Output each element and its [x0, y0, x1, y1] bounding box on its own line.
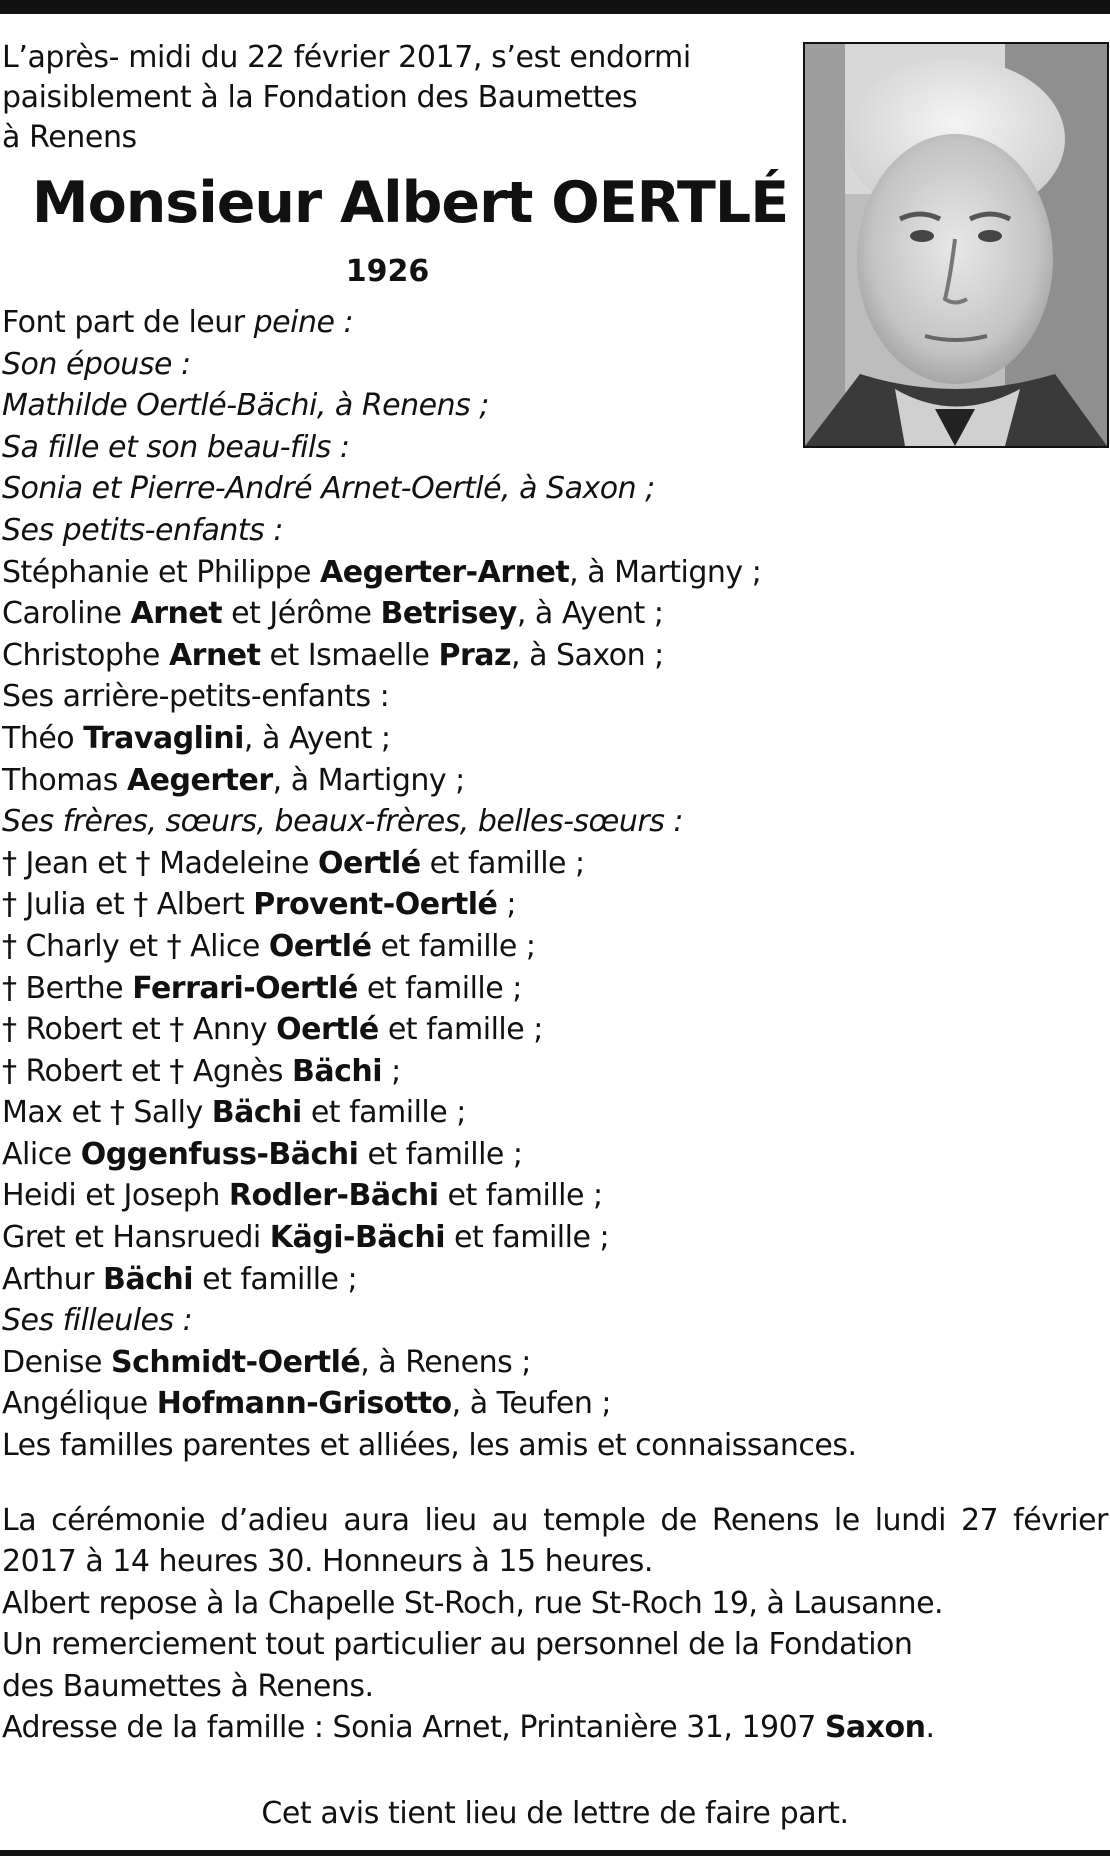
ceremony-line: La cérémonie d’adieu aura lieu au temple de Renens le lundi 27 février — [2, 1503, 1108, 1538]
family-address: Adresse de la famille : Sonia Arnet, Printanière 31, 1907 Saxon. — [2, 1709, 935, 1745]
list-item: Stéphanie et Philippe Aegerter-Arnet, à Martigny ; — [2, 554, 762, 590]
ceremony-line: des Baumettes à Renens. — [2, 1668, 374, 1704]
list-heading: Sa fille et son beau-fils : — [2, 429, 350, 465]
closing-note: Cet avis tient lieu de lettre de faire part. — [261, 1796, 849, 1831]
ceremony-line: Un remerciement tout particulier au personnel de la Fondation — [2, 1627, 913, 1663]
ceremony-line: Albert repose à la Chapelle St-Roch, rue St-Roch 19, à Lausanne. — [2, 1585, 944, 1621]
ceremony-details — [2, 1500, 1108, 1748]
list-heading: Ses petits-enfants : — [2, 512, 283, 548]
list-item: Heidi et Joseph Rodler-Bächi et famille ; — [2, 1178, 603, 1214]
top-border-rule — [0, 0, 1110, 14]
intro-text — [2, 38, 782, 158]
birth-year: 1926 — [345, 254, 430, 289]
deceased-name: Monsieur Albert OERTLÉ — [31, 170, 789, 236]
list-item: Sonia et Pierre-André Arnet-Oertlé, à Saxon ; — [2, 471, 655, 507]
list-item: † Berthe Ferrari-Oertlé et famille ; — [2, 970, 522, 1006]
list-item: Alice Oggenfuss-Bächi et famille ; — [2, 1136, 523, 1172]
list-item: † Julia et † Albert Provent-Oertlé ; — [2, 887, 516, 923]
list-item: Font part de leur peine : — [2, 305, 354, 340]
list-item: Mathilde Oertlé-Bächi, à Renens ; — [2, 388, 489, 424]
list-item: † Jean et † Madeleine Oertlé et famille ; — [2, 845, 585, 881]
list-item: Christophe Arnet et Ismaelle Praz, à Saxon ; — [2, 637, 664, 673]
list-item: Thomas Aegerter, à Martigny ; — [2, 762, 465, 798]
list-heading: Ses filleules : — [2, 1303, 193, 1339]
list-item: † Robert et † Agnès Bächi ; — [2, 1053, 401, 1089]
list-item: † Charly et † Alice Oertlé et famille ; — [2, 928, 536, 964]
list-heading: Son épouse : — [2, 346, 191, 382]
list-item: Arthur Bächi et famille ; — [2, 1261, 358, 1297]
list-item: Denise Schmidt-Oertlé, à Renens ; — [2, 1344, 531, 1380]
intro-line: à Renens — [2, 120, 137, 155]
list-heading: Ses arrière-petits-enfants : — [2, 679, 390, 715]
family-list — [2, 302, 1102, 1467]
intro-line: L’après- midi du 22 février 2017, s’est endormi — [2, 40, 691, 75]
list-item: Théo Travaglini, à Ayent ; — [2, 720, 391, 756]
list-item: Angélique Hofmann-Grisotto, à Teufen ; — [2, 1386, 612, 1422]
bottom-border-rule — [0, 1850, 1110, 1856]
list-item: Gret et Hansruedi Kägi-Bächi et famille ; — [2, 1220, 610, 1256]
list-item: Caroline Arnet et Jérôme Betrisey, à Ayent ; — [2, 596, 664, 632]
list-item: Max et † Sally Bächi et famille ; — [2, 1095, 466, 1131]
list-heading: Ses frères, sœurs, beaux-frères, belles-sœurs : — [2, 804, 684, 840]
ceremony-line: 2017 à 14 heures 30. Honneurs à 15 heures. — [2, 1544, 653, 1580]
list-item: † Robert et † Anny Oertlé et famille ; — [2, 1012, 543, 1048]
intro-line: paisiblement à la Fondation des Baumettes — [2, 80, 638, 115]
list-item: Les familles parentes et alliées, les amis et connaissances. — [2, 1428, 857, 1464]
